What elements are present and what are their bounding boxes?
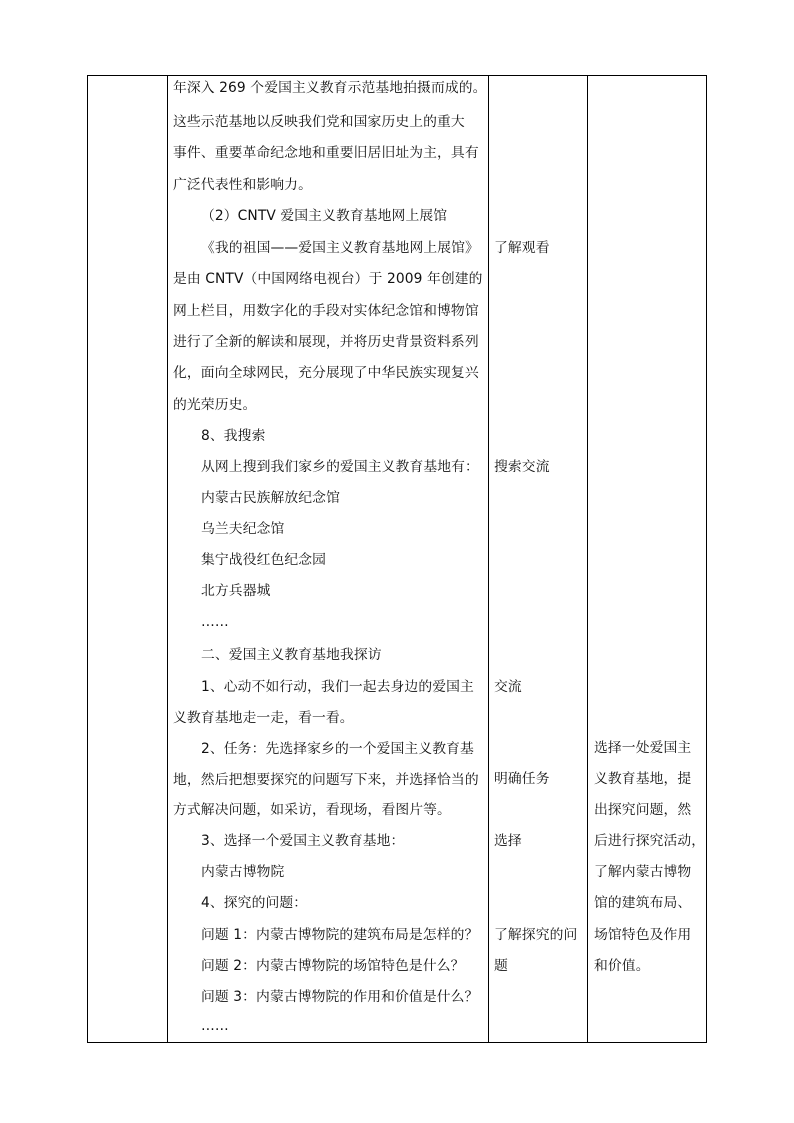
column-divider [488,76,489,1042]
content-subheading: （2）CNTV 爱国主义教育基地网上展馆 [201,208,448,224]
activity-label: 了解观看 [494,240,550,256]
list-item: 北方兵器城 [201,583,271,599]
intent-line: 出探究问题，然 [594,802,692,818]
content-line: 进行了全新的解读和展现，并将历史背景资料系列 [173,334,479,350]
question-item: 问题 2：内蒙古博物院的场馆特色是什么？ [201,958,465,974]
list-item: 乌兰夫纪念馆 [201,521,285,537]
content-line: 方式解决问题，如采访，看现场，看图片等。 [173,802,451,818]
intent-line: 场馆特色及作用 [594,927,692,943]
question-item: 问题 1：内蒙古博物院的建筑布局是怎样的？ [201,927,479,943]
content-line: 化，面向全球网民，充分展现了中华民族实现复兴 [173,365,479,381]
content-line: 地，然后把想要探究的问题写下来，并选择恰当的 [173,772,479,788]
list-item: 集宁战役红色纪念园 [201,552,327,568]
ellipsis: …… [201,614,229,630]
column-divider [587,76,588,1042]
intent-line: 后进行探究活动， [594,833,706,849]
section-heading: 二、爱国主义教育基地我探访 [201,647,382,663]
intent-line: 义教育基地，提 [594,771,692,787]
activity-label: 题 [494,958,508,974]
content-line: 《我的祖国——爱国主义教育基地网上展馆》 [201,240,479,256]
content-line: 1、心动不如行动，我们一起去身边的爱国主 [201,679,474,695]
content-line: 2、任务：先选择家乡的一个爱国主义教育基 [201,741,474,757]
intent-line: 馆的建筑布局、 [594,895,692,911]
content-line: 这些示范基地以反映我们党和国家历史上的重大 [173,114,465,130]
activity-label: 了解探究的问 [494,927,578,943]
activity-label: 选择 [494,833,522,849]
content-line: 3、选择一个爱国主义教育基地： [201,833,405,849]
content-line: 内蒙古博物院 [201,864,285,880]
content-subheading: 8、我搜索 [201,428,266,444]
content-line: 从网上搜到我们家乡的爱国主义教育基地有： [201,459,479,475]
content-line: 义教育基地走一走，看一看。 [173,710,354,726]
content-line: 广泛代表性和影响力。 [173,177,312,193]
content-line: 事件、重要革命纪念地和重要旧居旧址为主，具有 [173,145,479,161]
column-divider [167,76,168,1042]
intent-line: 了解内蒙古博物 [594,864,692,880]
activity-label: 明确任务 [494,771,550,787]
content-line: 的光荣历史。 [173,397,257,413]
activity-label: 交流 [494,679,522,695]
content-line: 是由 CNTV（中国网络电视台）于 2009 年创建的 [173,271,483,287]
ellipsis: …… [201,1018,229,1034]
intent-line: 选择一处爱国主 [594,740,692,756]
activity-label: 搜索交流 [494,459,550,475]
content-line: 年深入 269 个爱国主义教育示范基地拍摄而成的。 [173,80,487,96]
content-line: 4、探究的问题： [201,895,308,911]
question-item: 问题 3：内蒙古博物院的作用和价值是什么？ [201,989,479,1005]
intent-line: 和价值。 [594,958,650,974]
list-item: 内蒙古民族解放纪念馆 [201,490,340,506]
content-line: 网上栏目，用数字化的手段对实体纪念馆和博物馆 [173,303,479,319]
